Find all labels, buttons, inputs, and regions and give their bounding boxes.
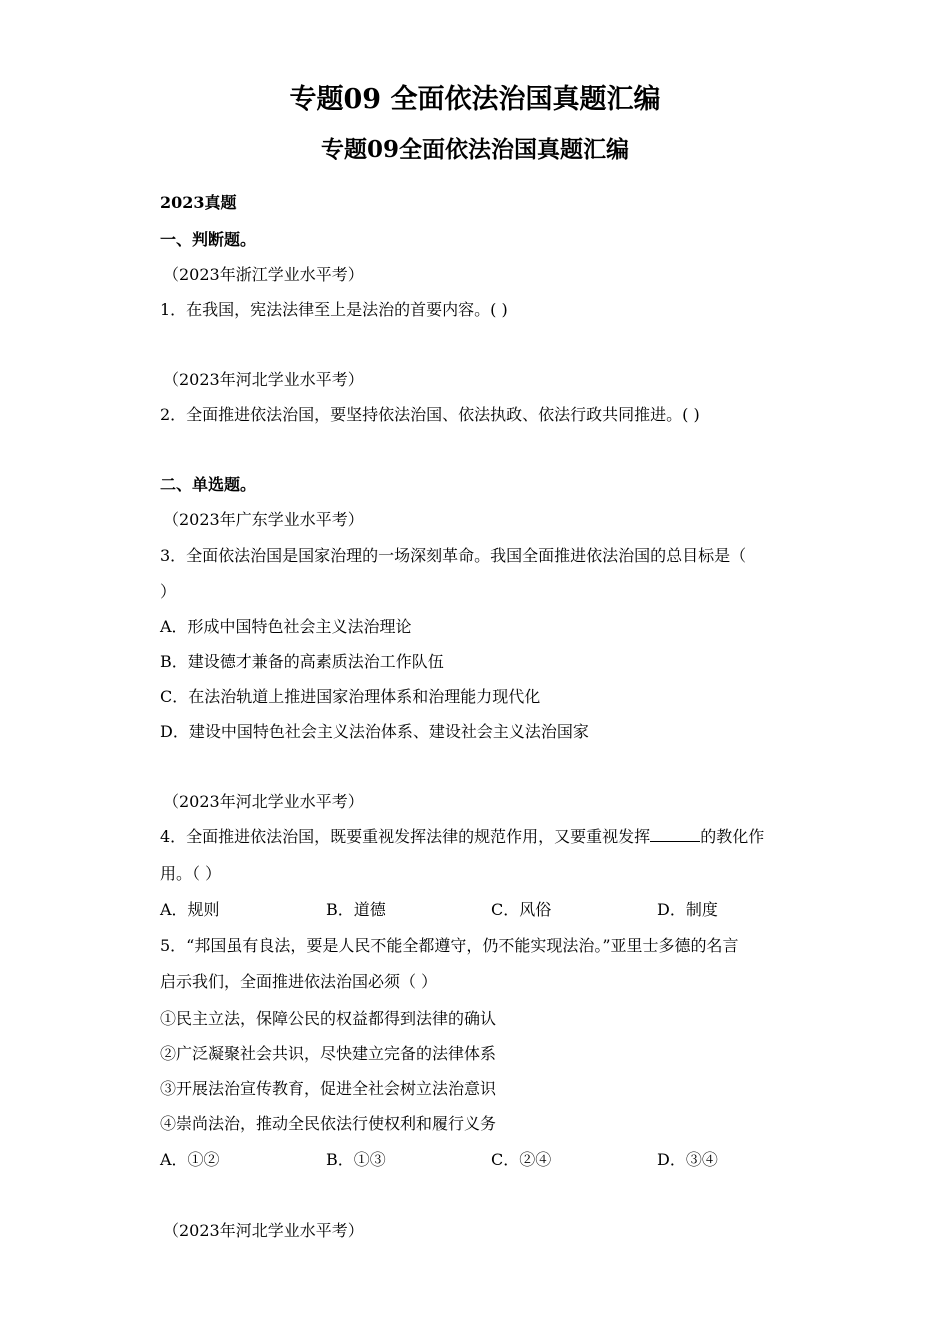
question-1: 1．在我国，宪法法律至上是法治的首要内容。( ) bbox=[160, 300, 508, 319]
question-5-statement-1: ①民主立法，保障公民的权益都得到法律的确认 bbox=[160, 1009, 497, 1028]
question-5-line-1: 5．“邦国虽有良法，要是人民不能全都遵守，仍不能实现法治。”亚里士多德的名言 bbox=[160, 936, 739, 955]
question-5-option-d: D．③④ bbox=[657, 1150, 718, 1169]
question-4-option-a: A．规则 bbox=[160, 900, 220, 919]
question-source: （2023年河北学业水平考） bbox=[163, 1221, 364, 1240]
question-4-option-b: B．道德 bbox=[326, 900, 386, 919]
question-4-option-d: D．制度 bbox=[657, 900, 718, 919]
document-title: 专题09 全面依法治国真题汇编 bbox=[289, 84, 661, 115]
question-2: 2．全面推进依法治国，要坚持依法治国、依法执政、依法行政共同推进。( ) bbox=[160, 405, 700, 424]
question-5-line-2: 启示我们，全面推进依法治国必须（ ） bbox=[160, 972, 438, 991]
question-source: （2023年广东学业水平考） bbox=[163, 510, 364, 529]
question-3-option-c: C．在法治轨道上推进国家治理体系和治理能力现代化 bbox=[160, 687, 541, 706]
question-5-statement-2: ②广泛凝聚社会共识，尽快建立完备的法律体系 bbox=[160, 1044, 497, 1063]
question-source: （2023年浙江学业水平考） bbox=[163, 265, 364, 284]
question-4-text-before-blank: 4．全面推进依法治国，既要重视发挥法律的规范作用，又要重视发挥 bbox=[160, 827, 651, 846]
question-5-statement-4: ④崇尚法治，推动全民依法行使权利和履行义务 bbox=[160, 1114, 497, 1133]
question-3-line-2: ） bbox=[160, 582, 177, 601]
question-4-text-after-blank: 的教化作 bbox=[700, 827, 765, 846]
question-5-option-c: C．②④ bbox=[491, 1150, 552, 1169]
section-heading-single-choice: 二、单选题。 bbox=[160, 475, 257, 494]
year-heading: 2023真题 bbox=[160, 193, 237, 212]
question-source: （2023年河北学业水平考） bbox=[163, 792, 364, 811]
section-heading-true-false: 一、判断题。 bbox=[160, 230, 257, 249]
question-4-option-c: C．风俗 bbox=[491, 900, 552, 919]
question-source: （2023年河北学业水平考） bbox=[163, 370, 364, 389]
question-3-option-a: A．形成中国特色社会主义法治理论 bbox=[160, 617, 412, 636]
document-subtitle: 专题09全面依法治国真题汇编 bbox=[320, 136, 629, 163]
question-3-option-d: D．建设中国特色社会主义法治体系、建设社会主义法治国家 bbox=[160, 722, 589, 741]
fill-in-blank bbox=[650, 826, 700, 842]
question-5-option-a: A．①② bbox=[160, 1150, 220, 1169]
question-3-option-b: B．建设德才兼备的高素质法治工作队伍 bbox=[160, 652, 444, 671]
question-5-statement-3: ③开展法治宣传教育，促进全社会树立法治意识 bbox=[160, 1079, 497, 1098]
question-3-line-1: 3．全面依法治国是国家治理的一场深刻革命。我国全面推进依法治国的总目标是（ bbox=[160, 546, 747, 565]
question-4-line-1 bbox=[160, 826, 764, 848]
question-5-option-b: B．①③ bbox=[326, 1150, 386, 1169]
question-4-line-2: 用。（ ） bbox=[160, 864, 222, 883]
